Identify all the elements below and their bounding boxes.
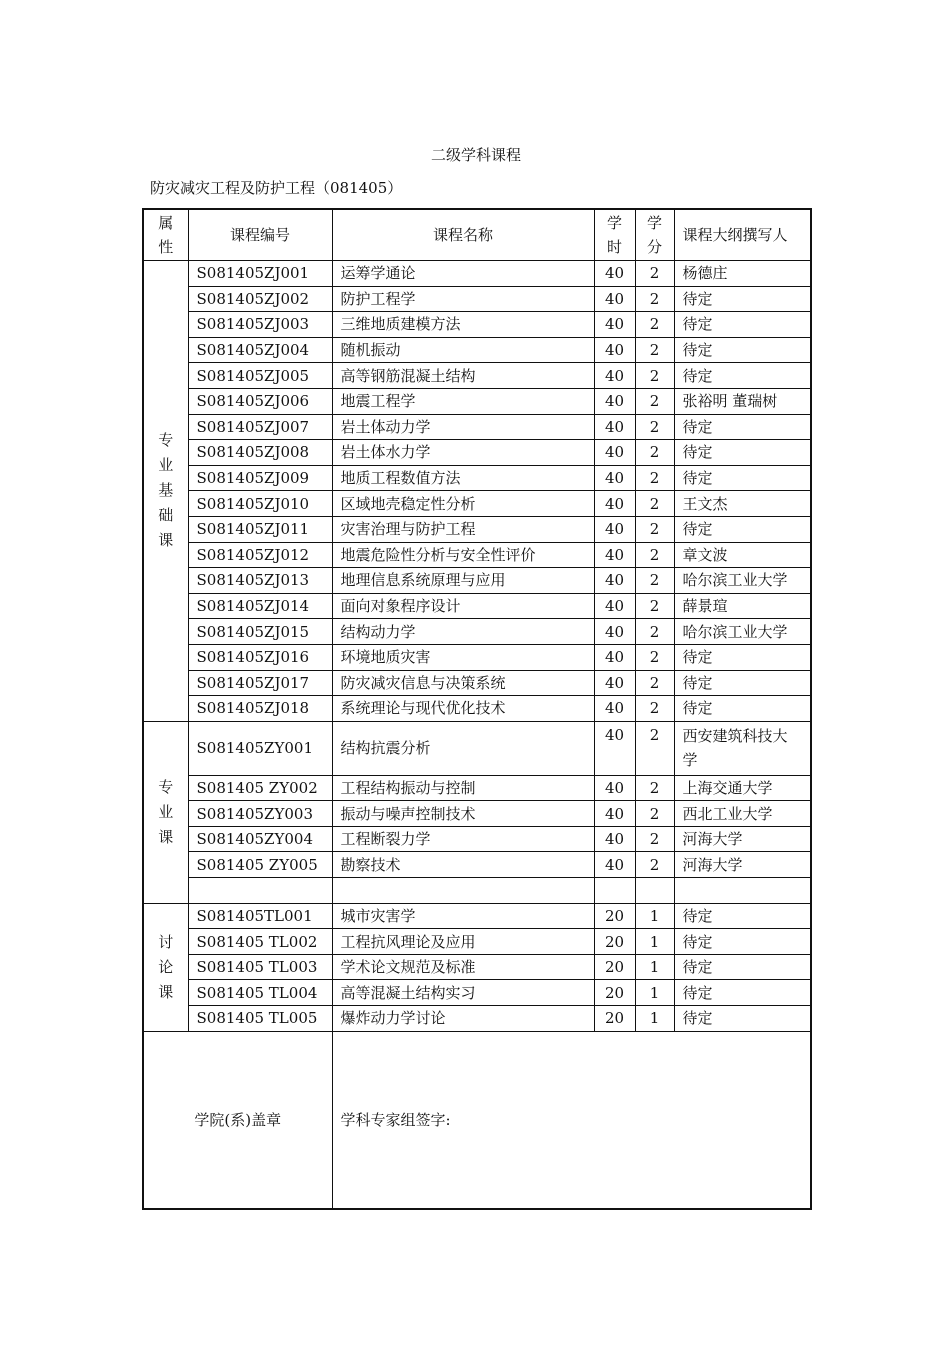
course-hours: 40 (594, 826, 635, 852)
course-author: 章文波 (674, 542, 811, 568)
course-credits: 2 (635, 696, 674, 722)
course-hours: 40 (594, 261, 635, 287)
course-name: 地质工程数值方法 (332, 465, 594, 491)
course-code: S081405 TL004 (188, 980, 332, 1006)
course-name: 城市灾害学 (332, 903, 594, 929)
course-author: 待定 (674, 670, 811, 696)
course-name: 岩土体水力学 (332, 440, 594, 466)
course-credits: 2 (635, 286, 674, 312)
course-author: 薛景瑄 (674, 593, 811, 619)
course-credits: 2 (635, 619, 674, 645)
course-hours: 40 (594, 363, 635, 389)
table-row (143, 775, 811, 801)
course-credits: 2 (635, 542, 674, 568)
course-author: 哈尔滨工业大学 (674, 568, 811, 594)
course-author: 西北工业大学 (674, 801, 811, 827)
course-author: 待定 (674, 286, 811, 312)
course-author: 待定 (674, 312, 811, 338)
table-row (143, 363, 811, 389)
course-code: S081405ZY001 (188, 721, 332, 775)
table-row (143, 619, 811, 645)
table-row (143, 826, 811, 852)
course-name: 结构动力学 (332, 619, 594, 645)
course-author: 待定 (674, 696, 811, 722)
sign-label: 学科专家组签字: (332, 1031, 811, 1209)
course-credits: 1 (635, 903, 674, 929)
course-hours: 40 (594, 619, 635, 645)
course-author: 待定 (674, 363, 811, 389)
course-author: 待定 (674, 516, 811, 542)
course-hours: 40 (594, 568, 635, 594)
course-author: 西安建筑科技大学 (674, 721, 811, 775)
table-row (143, 388, 811, 414)
table-row (143, 414, 811, 440)
course-hours: 40 (594, 644, 635, 670)
table-row (143, 670, 811, 696)
course-name: 地震工程学 (332, 388, 594, 414)
table-row (143, 312, 811, 338)
course-code: S081405ZJ008 (188, 440, 332, 466)
course-name: 系统理论与现代优化技术 (332, 696, 594, 722)
table-row (143, 644, 811, 670)
course-code: S081405ZJ015 (188, 619, 332, 645)
course-author: 张裕明 董瑞树 (674, 388, 811, 414)
course-name: 工程抗风理论及应用 (332, 929, 594, 955)
seal-label: 学院(系)盖章 (143, 1031, 332, 1209)
course-name: 地震危险性分析与安全性评价 (332, 542, 594, 568)
course-code: S081405ZJ010 (188, 491, 332, 517)
course-hours: 40 (594, 670, 635, 696)
header-code: 课程编号 (188, 209, 332, 261)
course-credits: 1 (635, 980, 674, 1006)
course-name: 面向对象程序设计 (332, 593, 594, 619)
course-credits: 2 (635, 337, 674, 363)
course-credits: 2 (635, 414, 674, 440)
course-credits: 2 (635, 826, 674, 852)
course-credits: 2 (635, 312, 674, 338)
course-author: 待定 (674, 414, 811, 440)
course-hours: 40 (594, 516, 635, 542)
course-author: 河海大学 (674, 852, 811, 878)
course-credits: 2 (635, 516, 674, 542)
course-hours: 40 (594, 337, 635, 363)
course-code: S081405ZY003 (188, 801, 332, 827)
course-author: 河海大学 (674, 826, 811, 852)
course-name: 三维地质建模方法 (332, 312, 594, 338)
course-author: 待定 (674, 465, 811, 491)
course-code: S081405ZJ003 (188, 312, 332, 338)
category-cell-major: 专业课 (143, 721, 188, 903)
table-row (143, 801, 811, 827)
course-name: 区域地壳稳定性分析 (332, 491, 594, 517)
course-name: 勘察技术 (332, 852, 594, 878)
course-name: 振动与噪声控制技术 (332, 801, 594, 827)
course-credits: 2 (635, 852, 674, 878)
course-credits: 2 (635, 261, 674, 287)
course-code: S081405TL001 (188, 903, 332, 929)
course-code: S081405ZJ017 (188, 670, 332, 696)
course-code: S081405ZJ001 (188, 261, 332, 287)
table-row (143, 954, 811, 980)
table-row (143, 440, 811, 466)
course-hours: 40 (594, 286, 635, 312)
course-hours: 40 (594, 721, 635, 775)
course-author: 待定 (674, 337, 811, 363)
course-credits: 2 (635, 388, 674, 414)
course-name: 工程断裂力学 (332, 826, 594, 852)
course-credits: 2 (635, 363, 674, 389)
course-hours: 20 (594, 980, 635, 1006)
category-cell-seminar: 讨论课 (143, 903, 188, 1031)
course-code: S081405 TL003 (188, 954, 332, 980)
course-name: 工程结构振动与控制 (332, 775, 594, 801)
course-hours: 20 (594, 1006, 635, 1032)
course-name: 爆炸动力学讨论 (332, 1006, 594, 1032)
course-hours: 40 (594, 801, 635, 827)
course-code: S081405ZJ018 (188, 696, 332, 722)
course-author: 哈尔滨工业大学 (674, 619, 811, 645)
table-row (143, 721, 811, 775)
course-code: S081405ZJ004 (188, 337, 332, 363)
blank-cell (332, 878, 594, 904)
course-hours: 40 (594, 542, 635, 568)
course-author: 待定 (674, 440, 811, 466)
course-author: 待定 (674, 980, 811, 1006)
course-hours: 40 (594, 775, 635, 801)
course-code: S081405 TL005 (188, 1006, 332, 1032)
course-name: 岩土体动力学 (332, 414, 594, 440)
blank-cell (188, 878, 332, 904)
course-code: S081405ZJ014 (188, 593, 332, 619)
course-code: S081405ZJ011 (188, 516, 332, 542)
blank-cell (674, 878, 811, 904)
course-hours: 20 (594, 929, 635, 955)
header-name: 课程名称 (332, 209, 594, 261)
table-row (143, 568, 811, 594)
category-cell-basic: 专业基础课 (143, 261, 188, 722)
table-row (143, 261, 811, 287)
signature-row (143, 1031, 811, 1209)
course-hours: 20 (594, 954, 635, 980)
course-code: S081405ZJ006 (188, 388, 332, 414)
table-row (143, 903, 811, 929)
course-name: 防护工程学 (332, 286, 594, 312)
course-hours: 40 (594, 312, 635, 338)
course-credits: 1 (635, 929, 674, 955)
course-author: 待定 (674, 954, 811, 980)
blank-cell (635, 878, 674, 904)
table-header-row (143, 209, 811, 261)
course-code: S081405ZJ016 (188, 644, 332, 670)
table-row (143, 542, 811, 568)
table-row (143, 286, 811, 312)
course-credits: 1 (635, 954, 674, 980)
course-credits: 2 (635, 568, 674, 594)
table-row (143, 516, 811, 542)
table-row (143, 929, 811, 955)
blank-cell (594, 878, 635, 904)
course-author: 上海交通大学 (674, 775, 811, 801)
course-hours: 40 (594, 414, 635, 440)
course-code: S081405ZJ009 (188, 465, 332, 491)
course-hours: 40 (594, 388, 635, 414)
course-hours: 40 (594, 696, 635, 722)
course-code: S081405ZJ013 (188, 568, 332, 594)
course-name: 高等混凝土结构实习 (332, 980, 594, 1006)
blank-row (143, 878, 811, 904)
course-code: S081405ZJ012 (188, 542, 332, 568)
course-author: 杨德庄 (674, 261, 811, 287)
course-hours: 40 (594, 593, 635, 619)
course-code: S081405ZY004 (188, 826, 332, 852)
page-title: 二级学科课程 (430, 146, 521, 164)
course-credits: 2 (635, 644, 674, 670)
header-author: 课程大纲撰写人 (674, 209, 811, 261)
course-name: 结构抗震分析 (332, 721, 594, 775)
course-name: 运筹学通论 (332, 261, 594, 287)
course-name: 地理信息系统原理与应用 (332, 568, 594, 594)
course-code: S081405ZJ002 (188, 286, 332, 312)
table-row (143, 980, 811, 1006)
course-hours: 40 (594, 440, 635, 466)
course-name: 随机振动 (332, 337, 594, 363)
discipline-subtitle: 防灾减灾工程及防护工程（081405） (150, 179, 403, 197)
table-row (143, 696, 811, 722)
course-author: 待定 (674, 1006, 811, 1032)
course-author: 待定 (674, 644, 811, 670)
course-name: 灾害治理与防护工程 (332, 516, 594, 542)
course-credits: 2 (635, 491, 674, 517)
course-author: 待定 (674, 929, 811, 955)
course-code: S081405ZJ007 (188, 414, 332, 440)
course-credits: 2 (635, 801, 674, 827)
course-name: 环境地质灾害 (332, 644, 594, 670)
course-author: 待定 (674, 903, 811, 929)
header-credits: 学分 (635, 209, 674, 261)
course-credits: 2 (635, 465, 674, 491)
course-name: 学术论文规范及标准 (332, 954, 594, 980)
table-row (143, 491, 811, 517)
course-credits: 2 (635, 593, 674, 619)
table-row (143, 593, 811, 619)
course-code: S081405 ZY002 (188, 775, 332, 801)
course-credits: 2 (635, 775, 674, 801)
course-author: 王文杰 (674, 491, 811, 517)
course-credits: 1 (635, 1006, 674, 1032)
header-category: 属性 (143, 209, 188, 261)
course-hours: 40 (594, 852, 635, 878)
course-hours: 40 (594, 465, 635, 491)
course-credits: 2 (635, 670, 674, 696)
course-table (142, 208, 812, 1210)
course-credits: 2 (635, 440, 674, 466)
course-code: S081405 ZY005 (188, 852, 332, 878)
course-hours: 20 (594, 903, 635, 929)
course-code: S081405 TL002 (188, 929, 332, 955)
table-row (143, 337, 811, 363)
course-code: S081405ZJ005 (188, 363, 332, 389)
table-row (143, 1006, 811, 1032)
course-credits: 2 (635, 721, 674, 775)
table-row (143, 465, 811, 491)
course-hours: 40 (594, 491, 635, 517)
table-row (143, 852, 811, 878)
header-hours: 学时 (594, 209, 635, 261)
course-name: 防灾减灾信息与决策系统 (332, 670, 594, 696)
course-name: 高等钢筋混凝土结构 (332, 363, 594, 389)
